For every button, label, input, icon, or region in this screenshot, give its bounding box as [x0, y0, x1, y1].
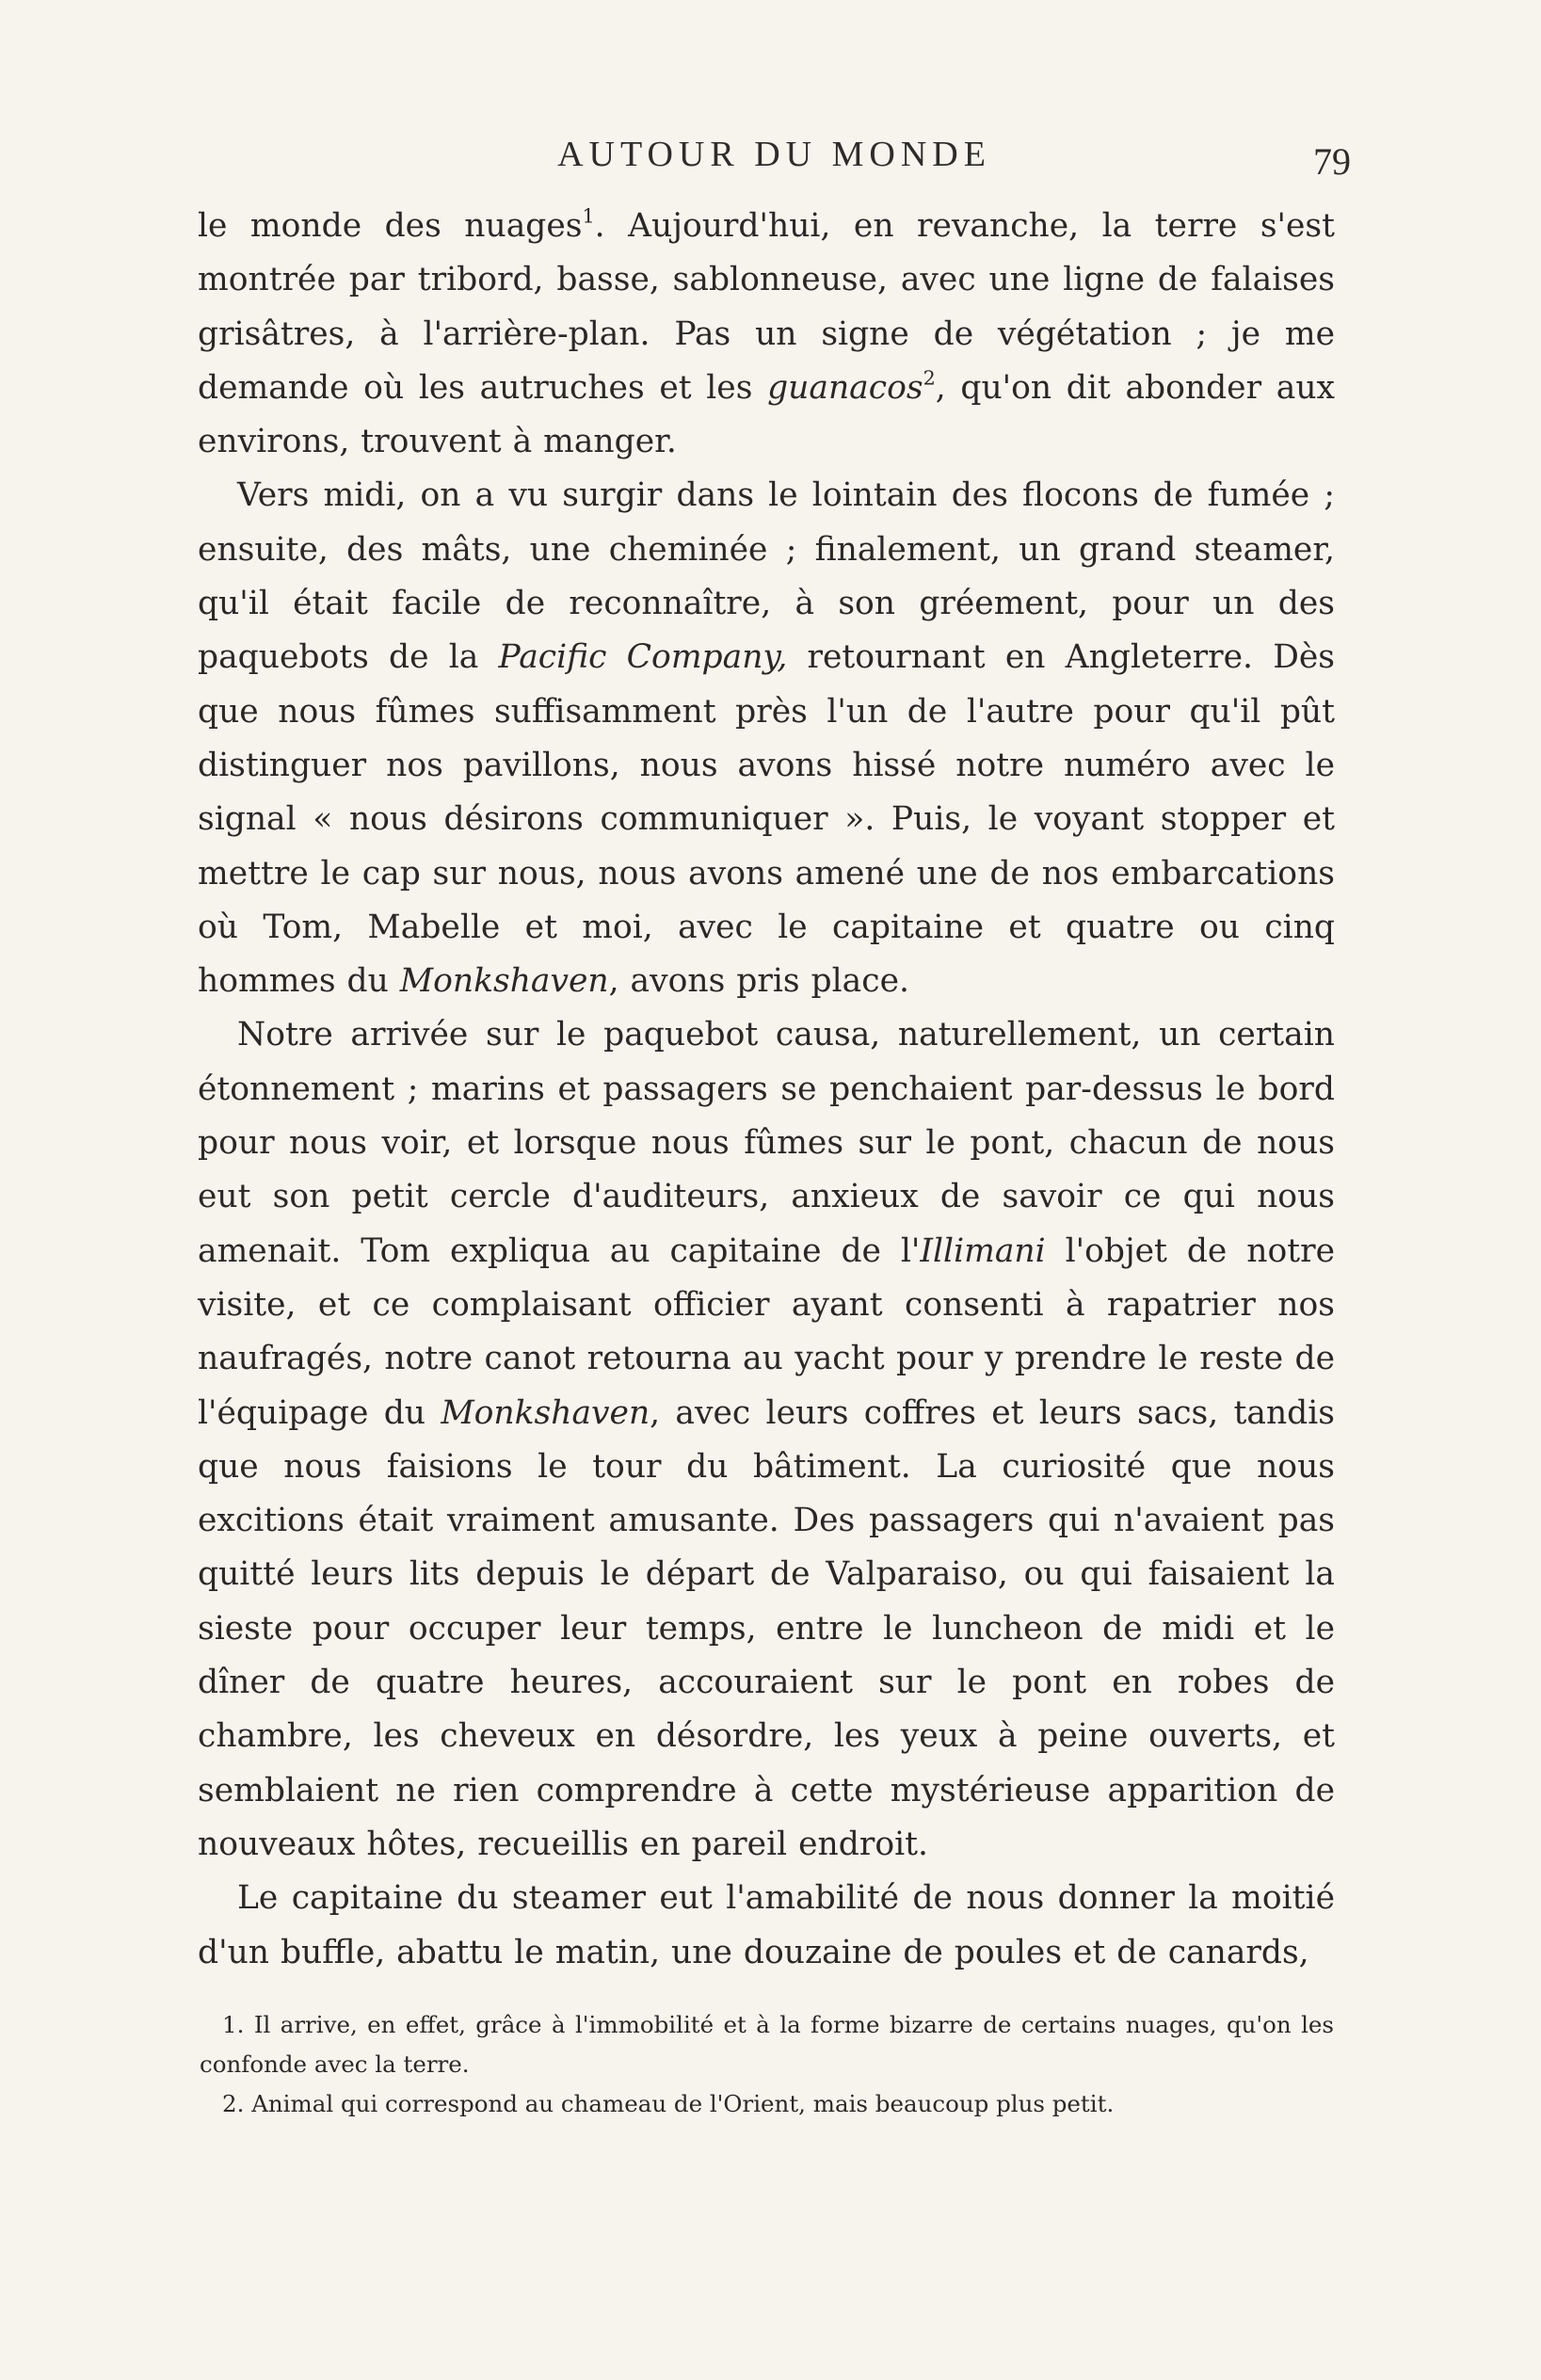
footnote-text: Animal qui correspond au chameau de l'Orient, mais beaucoup plus petit. [251, 2090, 1115, 2117]
footnote-1 [200, 2005, 1334, 2084]
footnotes [200, 2005, 1334, 2124]
paragraph-1 [198, 200, 1335, 469]
italic-text: Monkshaven [399, 962, 609, 1001]
text-run: , avec leurs coffres et leurs sacs, tandis que nous faisions le tour du bâtiment. La curiosité que nous excitions était vraiment amusante. Des passagers qui n'avaient pas quitté leurs lits depuis le départ de Valparaiso, ou qui faisaient la sieste pour occuper leur temps, entre le luncheon de midi et le dîner de quatre heures, accouraient sur le pont en robes de chambre, les cheveux en désordre, les yeux à peine ouverts, et semblaient ne rien comprendre à cette mystérieuse apparition de nouveaux hôtes, recueillis en pareil endroit. [198, 1393, 1335, 1863]
italic-text: Illimani [920, 1231, 1046, 1270]
paragraph-4 [198, 1872, 1335, 1980]
paragraph-2 [198, 469, 1335, 1008]
page-number: 79 [1313, 140, 1351, 183]
text-run: Vers midi, on a vu surgir dans le lointain des flocons de fumée ; ensuite, des mâts, une cheminée ; finalement, un grand steamer, qu'il était facile de reconnaître, à son gréement, pour un des paquebots de la [198, 476, 1335, 677]
footnote-2 [200, 2084, 1334, 2124]
footnote-ref: 1 [582, 204, 595, 228]
text-run: retournant en Angleterre. Dès que nous fûmes suffisamment près l'un de l'autre pour qu'il pût distinguer nos pavillons, nous avons hissé notre numéro avec le signal « nous désirons communiquer ». Puis, le voyant stopper et mettre le cap sur nous, nous avons amené une de nos embarcations où Tom, Mabelle et moi, avec le capitaine et quatre ou cinq hommes du [198, 638, 1335, 1001]
body-text [198, 200, 1335, 1980]
text-run: Le capitaine du steamer eut l'amabilité de nous donner la moitié d'un buffle, abattu le matin, une douzaine de poules et de canards, [198, 1879, 1335, 1971]
text-run: , qu'on dit abonder aux environs, trouvent à manger. [198, 368, 1335, 461]
paragraph-3 [198, 1008, 1335, 1872]
text-run: , avons pris place. [608, 962, 909, 1001]
footnote-label: 2. [222, 2090, 245, 2117]
italic-text: Pacific Company, [498, 638, 788, 677]
footnote-text: Il arrive, en effet, grâce à l'immobilité et à la forme bizarre de certains nuages, qu'on les confonde avec la terre. [200, 2011, 1334, 2078]
running-title: AUTOUR DU MONDE [557, 135, 991, 174]
running-head [198, 134, 1351, 181]
text-run: le monde des nuages [198, 207, 583, 245]
footnote-label: 1. [222, 2011, 245, 2038]
text-run: Notre arrivée sur le paquebot causa, naturellement, un certain étonnement ; marins et passagers se penchaient par-dessus le bord pour nous voir, et lorsque nous fûmes sur le pont, chacun de nous eut son petit cercle d'auditeurs, anxieux de savoir ce qui nous amenait. Tom expliqua au capitaine de l' [198, 1016, 1335, 1270]
italic-text: guanacos [767, 368, 923, 407]
footnote-ref: 2 [923, 366, 936, 390]
text-run: . Aujourd'hui, en revanche, la terre s'est montrée par tribord, basse, sablonneuse, avec une ligne de falaises grisâtres, à l'arrière-plan. Pas un signe de végétation ; je me demande où les autruches et les [198, 207, 1335, 407]
italic-text: Monkshaven [441, 1393, 650, 1432]
text-run: l'objet de notre visite, et ce complaisant officier ayant consenti à rapatrier nos naufragés, notre canot retourna au yacht pour y prendre le reste de l'équipage du [198, 1231, 1335, 1432]
